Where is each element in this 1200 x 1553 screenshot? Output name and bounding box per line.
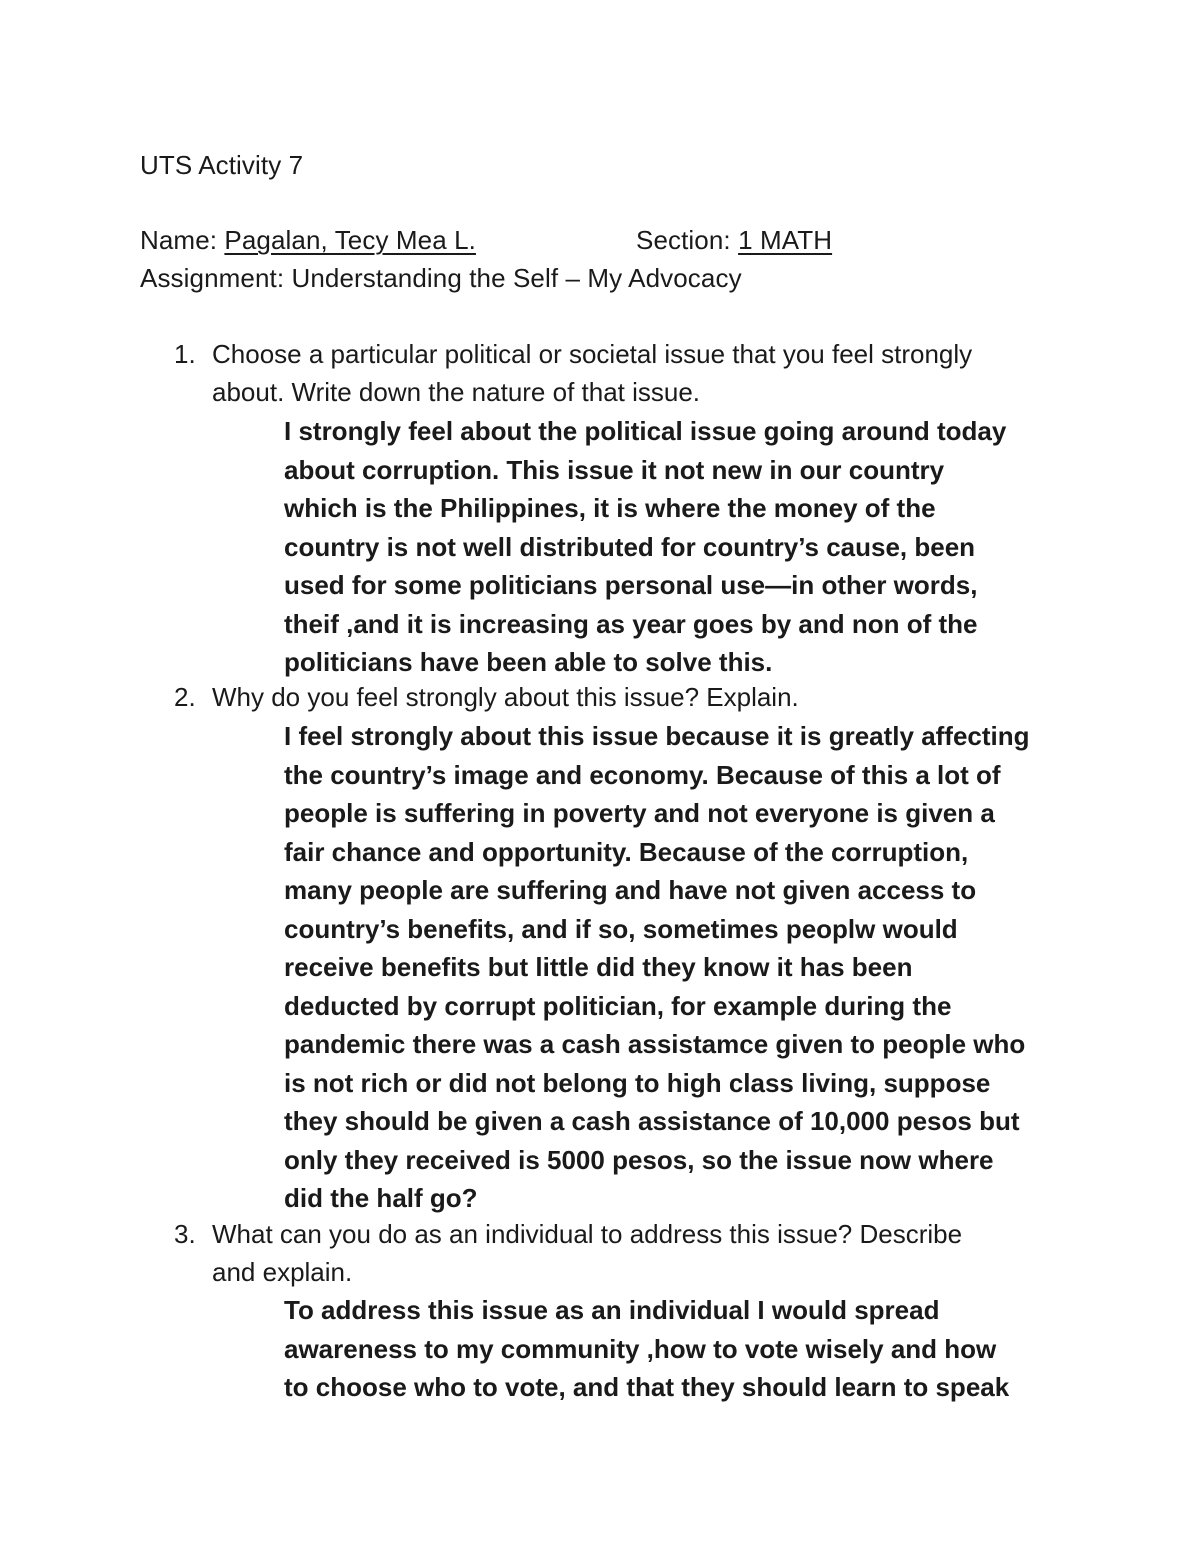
section-line — [636, 225, 832, 255]
section-value: 1 MATH — [738, 225, 833, 255]
question-prompt — [212, 335, 972, 411]
answer-line: which is the Philippines, it is where the money of the — [284, 493, 936, 523]
answer-block — [284, 1291, 1084, 1407]
answer-line: to choose who to vote, and that they should learn to speak — [284, 1372, 1010, 1402]
answer-line: pandemic there was a cash assistamce given to people who — [284, 1029, 1026, 1059]
answer-line: To address this issue as an individual I would spread — [284, 1295, 940, 1325]
answer-line: fair chance and opportunity. Because of the corruption, — [284, 836, 969, 867]
answer-line: theif ,and it is increasing as year goes by and non of the — [284, 608, 978, 639]
assignment-line: Assignment: Understanding the Self – My Advocacy — [140, 263, 742, 293]
name-label: Name: — [140, 225, 225, 255]
answer-line: is not rich or did not belong to high class living, suppose — [284, 1067, 991, 1098]
answer-line: people is suffering in poverty and not everyone is given a — [284, 798, 995, 828]
answer-line: politicians have been able to solve this. — [284, 647, 773, 677]
question-number: 3. — [174, 1219, 196, 1249]
answer-line: used for some politicians personal use—in other words, — [284, 570, 978, 600]
answer-line: I feel strongly about this issue because it is greatly affecting — [284, 721, 1030, 751]
answer-line: deducted by corrupt politician, for example during the — [284, 990, 952, 1021]
prompt-line: What can you do as an individual to address this issue? Describe — [212, 1219, 963, 1249]
answer-line: I strongly feel about the political issue going around today — [284, 416, 1007, 446]
document-title: UTS Activity 7 — [140, 150, 304, 180]
prompt-line: Choose a particular political or societal issue that you feel strongly — [212, 339, 973, 369]
question-number: 1. — [174, 339, 196, 369]
answer-line: country’s benefits, and if so, sometimes peoplw would — [284, 913, 958, 944]
question-prompt — [212, 1215, 962, 1291]
answer-line: receive benefits but little did they know it has been — [284, 952, 913, 982]
answer-line: did the half go? — [284, 1183, 478, 1213]
question-prompt — [212, 678, 799, 716]
name-value: Pagalan, Tecy Mea L. — [224, 225, 476, 255]
answer-line: many people are suffering and have not given access to — [284, 875, 977, 905]
answer-line: they should be given a cash assistance of 10,000 pesos but — [284, 1106, 1020, 1136]
prompt-line: and explain. — [212, 1257, 353, 1287]
answer-line: about corruption. This issue it not new in our country — [284, 454, 945, 485]
answer-line: only they received is 5000 pesos, so the issue now where — [284, 1144, 994, 1175]
answer-line: the country’s image and economy. Because of this a lot of — [284, 759, 1001, 790]
answer-block — [284, 412, 1084, 682]
answer-line: awareness to my community ,how to vote wisely and how — [284, 1333, 997, 1364]
question-number: 2. — [174, 682, 196, 712]
name-line — [140, 225, 476, 255]
section-label: Section: — [636, 225, 739, 255]
prompt-line: Why do you feel strongly about this issue? Explain. — [212, 682, 799, 712]
answer-line: country is not well distributed for country’s cause, been — [284, 531, 976, 562]
answer-block — [284, 717, 1084, 1218]
prompt-line: about. Write down the nature of that issue. — [212, 377, 701, 407]
